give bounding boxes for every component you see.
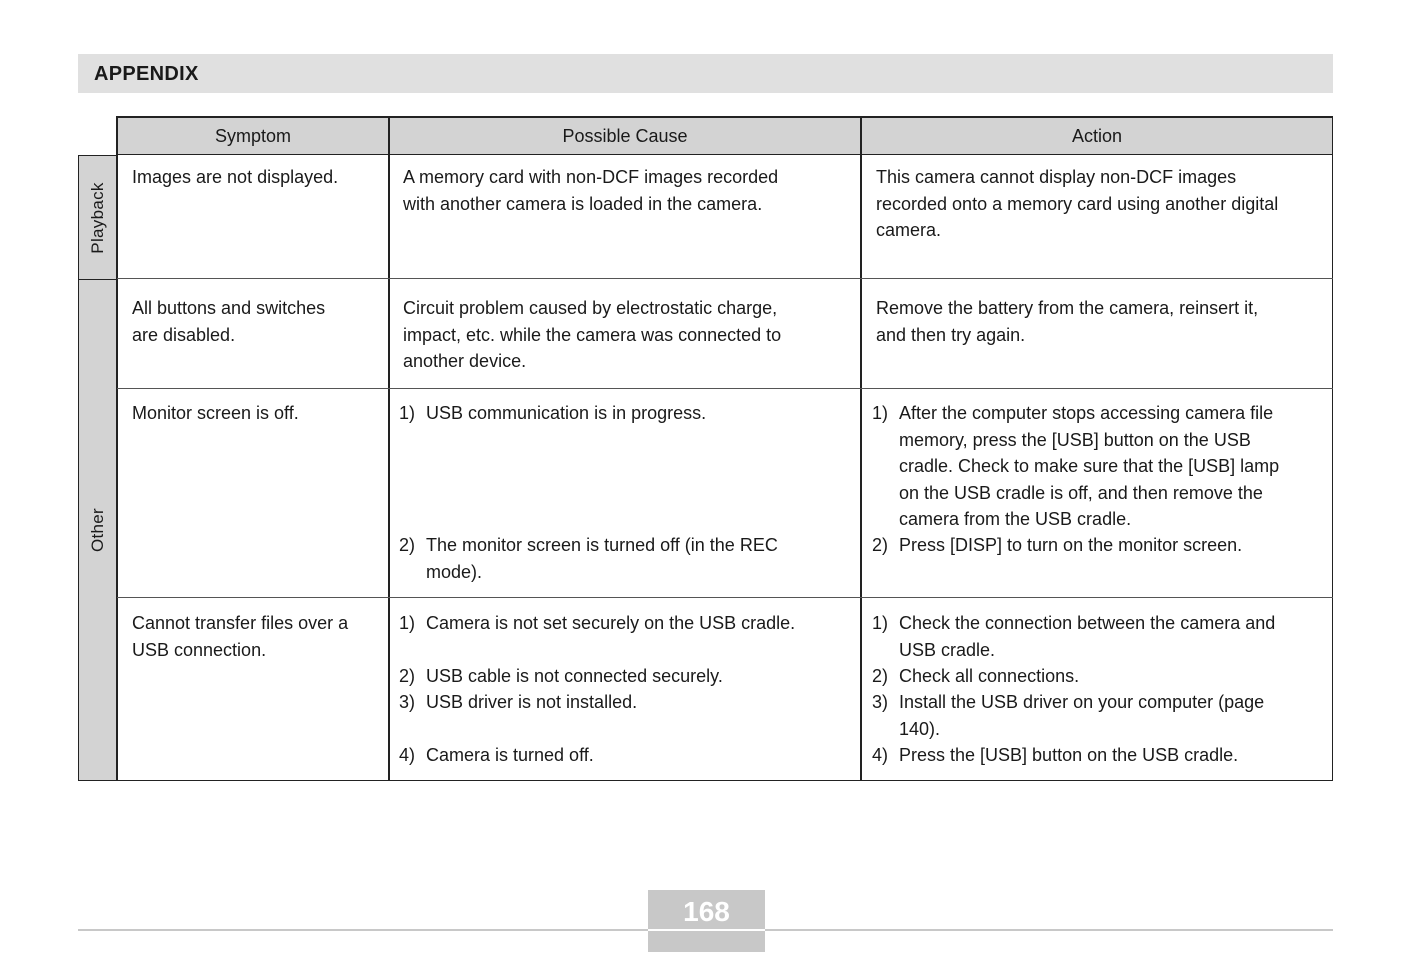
section-header-bar xyxy=(78,54,1333,93)
list-number: 4) xyxy=(872,745,889,765)
action-list-item xyxy=(872,689,1327,743)
cause-text: Camera is not set securely on the USB cradle. xyxy=(426,613,796,633)
action-cell xyxy=(876,164,1278,244)
page-number: 168 xyxy=(683,896,730,927)
action-list-item xyxy=(872,532,1327,559)
action-list-item xyxy=(872,400,1327,533)
action-list-item xyxy=(872,610,1327,664)
action-text: Press the [USB] button on the USB cradle. xyxy=(899,745,1239,765)
row-divider xyxy=(117,278,1333,279)
page-box-divider xyxy=(648,929,765,931)
list-number: 3) xyxy=(872,692,889,712)
column-header-symptom: Symptom xyxy=(117,116,389,155)
category-other xyxy=(78,279,117,781)
list-number: 1) xyxy=(872,403,889,423)
symptom-cell xyxy=(132,295,325,348)
grid-line xyxy=(1332,116,1334,781)
cause-list-item xyxy=(399,400,849,427)
symptom-cell xyxy=(132,164,338,191)
cause-text: A memory card with non-DCF images recorded xyxy=(403,167,779,187)
action-text: camera. xyxy=(876,220,942,240)
table-bottom-border xyxy=(78,780,1333,782)
grid-line xyxy=(860,116,862,781)
list-number: 2) xyxy=(399,535,416,555)
cause-list-item xyxy=(399,689,854,716)
cause-text: Camera is turned off. xyxy=(426,745,594,765)
grid-line xyxy=(116,116,118,781)
list-number: 2) xyxy=(399,666,416,686)
list-number: 2) xyxy=(872,666,889,686)
row-divider xyxy=(117,597,1333,598)
list-number: 1) xyxy=(399,403,416,423)
cause-list-item xyxy=(399,742,854,769)
list-number: 3) xyxy=(399,692,416,712)
symptom-text: are disabled. xyxy=(132,324,236,345)
cause-text: with another camera is loaded in the camera. xyxy=(403,193,763,214)
symptom-text: Cannot transfer files over a xyxy=(132,613,349,633)
cause-list-item xyxy=(399,532,849,586)
cause-text: The monitor screen is turned off (in the REC mode). xyxy=(426,535,778,582)
list-number: 4) xyxy=(399,745,416,765)
cause-list-item xyxy=(399,663,854,690)
column-header-action: Action xyxy=(861,116,1333,155)
action-text: Check all connections. xyxy=(899,666,1080,686)
cause-text: Circuit problem caused by electrostatic charge, xyxy=(403,298,778,318)
page-number-box xyxy=(648,890,765,952)
cause-text: another device. xyxy=(403,351,527,371)
action-text: recorded onto a memory card using another digital xyxy=(876,193,1279,214)
category-label: Playback xyxy=(88,181,107,254)
action-list-item xyxy=(872,663,1327,690)
symptom-text: All buttons and switches xyxy=(132,298,326,318)
action-list-item xyxy=(872,742,1327,769)
cause-text: USB cable is not connected securely. xyxy=(426,666,723,686)
action-cell xyxy=(876,295,1258,348)
symptom-text: Images are not displayed. xyxy=(132,167,339,187)
action-text: Press [DISP] to turn on the monitor screen. xyxy=(899,535,1243,555)
cause-text: impact, etc. while the camera was connected to xyxy=(403,324,782,345)
list-number: 1) xyxy=(399,613,416,633)
action-text: After the computer stops accessing camera file memory, press the [USB] button on the USB cradle. Check to make sure that the [USB] lamp on the USB cradle is off, and then remove the camera from the USB cradle. xyxy=(899,403,1280,529)
row-divider xyxy=(117,388,1333,389)
category-label: Other xyxy=(88,507,107,553)
section-title: APPENDIX xyxy=(94,63,199,85)
grid-line xyxy=(388,116,390,781)
cause-list-item xyxy=(399,610,854,637)
action-text: and then try again. xyxy=(876,324,1026,345)
cause-text: USB communication is in progress. xyxy=(426,403,707,423)
cause-text: USB driver is not installed. xyxy=(426,692,638,712)
action-text: Install the USB driver on your computer (page 140). xyxy=(899,692,1265,739)
list-number: 2) xyxy=(872,535,889,555)
action-text: This camera cannot display non-DCF images xyxy=(876,167,1237,187)
cause-cell xyxy=(403,164,778,217)
category-playback xyxy=(78,155,117,279)
action-text: Check the connection between the camera and USB cradle. xyxy=(899,613,1276,660)
symptom-cell xyxy=(132,400,299,427)
symptom-text: USB connection. xyxy=(132,639,267,660)
column-header-possible-cause: Possible Cause xyxy=(389,116,861,155)
cause-cell xyxy=(403,295,781,375)
list-number: 1) xyxy=(872,613,889,633)
symptom-text: Monitor screen is off. xyxy=(132,403,299,423)
symptom-cell xyxy=(132,610,348,663)
action-text: Remove the battery from the camera, reinsert it, xyxy=(876,298,1259,318)
